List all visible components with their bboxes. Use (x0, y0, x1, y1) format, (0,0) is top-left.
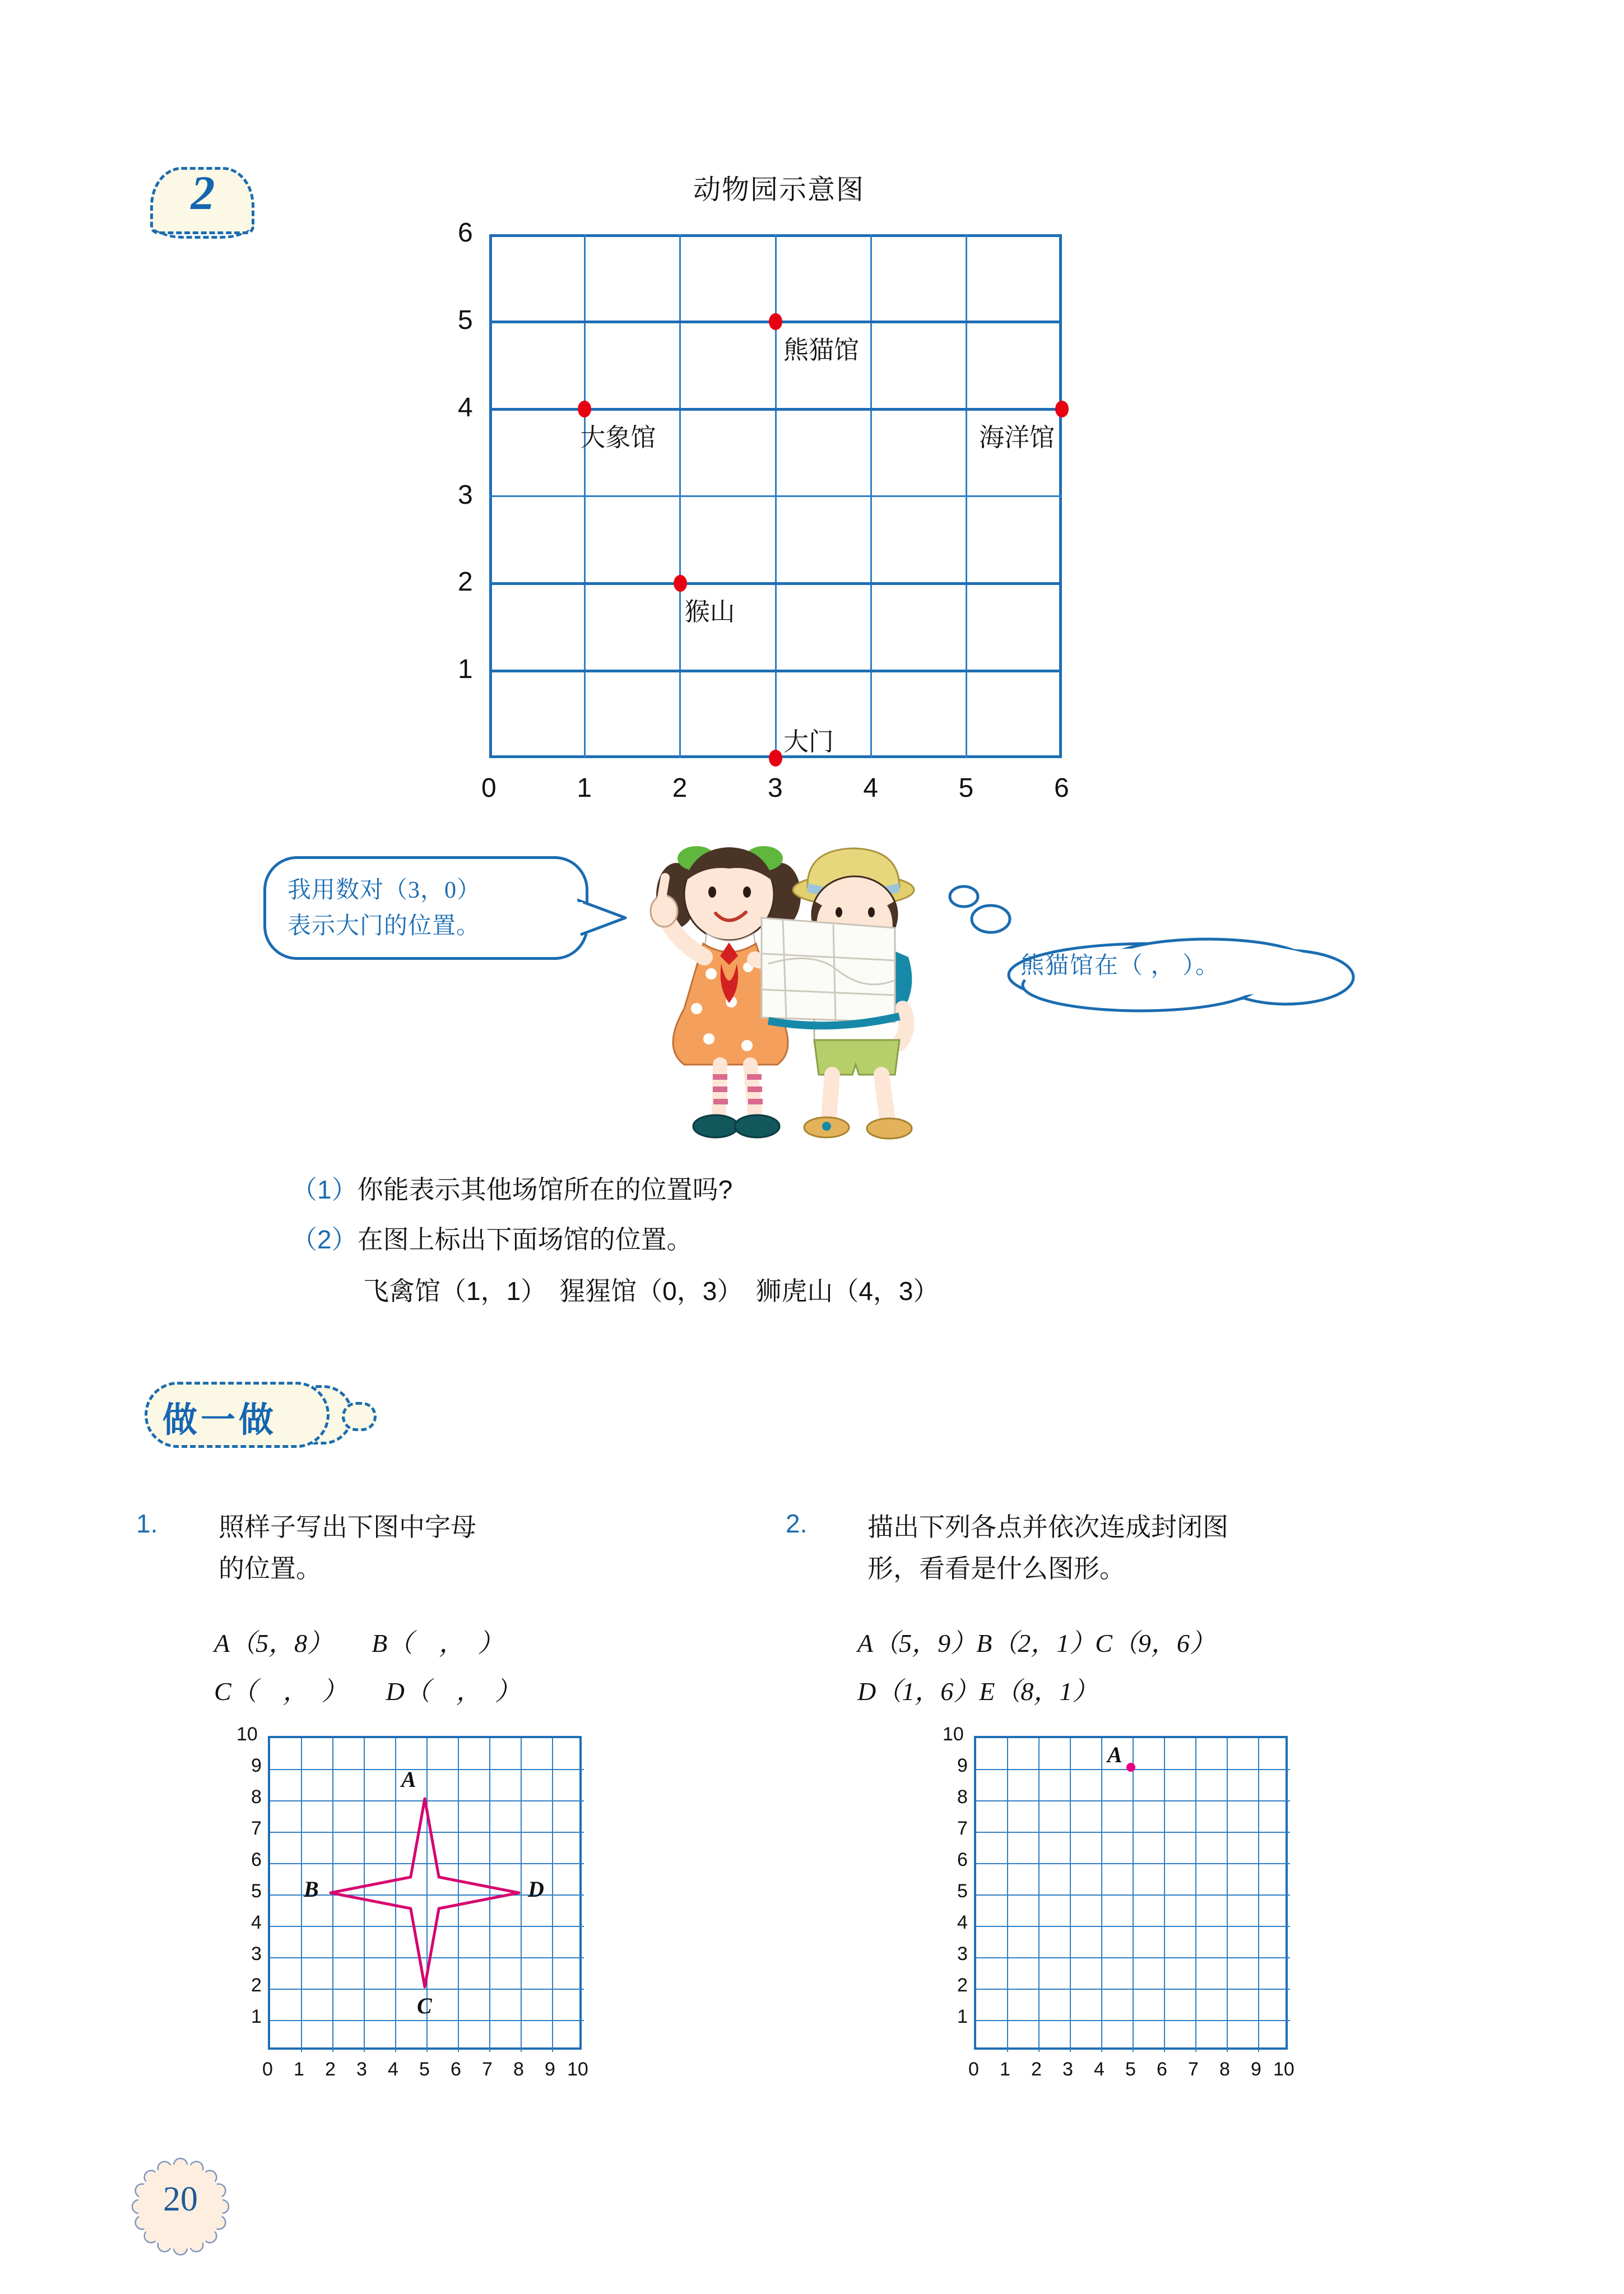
grid-x-tick-label: 8 (513, 2059, 524, 2080)
grid-point-label: A (401, 1767, 416, 1792)
exercise-2-coords-line-2: D（1，6）E（8，1） (857, 1677, 1098, 1706)
grid-y-tick-label: 3 (957, 1943, 968, 1965)
section-tag-exercises (145, 1380, 380, 1452)
grid-x-tick-label: 2 (325, 2059, 336, 2080)
grid-point-label: A (1107, 1742, 1122, 1767)
page-number-badge (124, 2151, 236, 2263)
grid-y-tick-label: 5 (957, 1880, 968, 1902)
grid-x-tick-label: 0 (262, 2059, 273, 2080)
grid-vline (1164, 1738, 1165, 2052)
page-number: 20 (163, 2180, 198, 2218)
bubble-left-line-2: 表示大门的位置。 (287, 913, 481, 939)
question-1-number: （1） (291, 1175, 358, 1204)
grid-x-tick-label: 9 (545, 2059, 555, 2080)
grid-y-tick-label: 6 (957, 1849, 968, 1870)
zoo-map-title: 动物园示意图 (693, 175, 865, 205)
exercise-1-coords-line-1: A（5，8） B（ ， ） (214, 1629, 504, 1657)
zoo-place-label: 大门 (783, 727, 834, 756)
zoo-y-tick-label: 5 (458, 305, 473, 335)
chapter-number: 2 (191, 166, 215, 220)
grid-vline (1227, 1738, 1228, 2052)
grid-x-tick-label: 9 (1251, 2059, 1261, 2080)
grid-point-label: C (417, 1993, 432, 2018)
star-polygon (331, 1799, 519, 1987)
zoo-grid-hline (489, 408, 1062, 411)
grid-x-tick-label: 0 (968, 2059, 979, 2080)
question-2-number: （2） (291, 1225, 358, 1254)
grid-x-tick-label: 3 (1062, 2059, 1073, 2080)
grid-x-tick-label: 1 (294, 2059, 304, 2080)
exercise-1-text (219, 1506, 622, 1589)
grid-hline (976, 1894, 1290, 1896)
grid-x-tick-label: 1 (1000, 2059, 1010, 2080)
grid-x-tick-label: 6 (451, 2059, 461, 2080)
zoo-place-label: 熊猫馆 (783, 335, 860, 364)
grid-y-tick-label: 7 (957, 1818, 968, 1839)
grid-point-dot (1126, 1763, 1135, 1772)
chapter-badge (147, 161, 259, 245)
zoo-map-chart (489, 234, 1062, 758)
zoo-y-tick-label: 2 (458, 567, 473, 597)
exercise-2-number: 2. (786, 1509, 808, 1538)
grid-x-tick-label: 4 (388, 2059, 398, 2080)
grid-point-label: B (304, 1877, 319, 1902)
zoo-x-tick-label: 1 (577, 773, 592, 803)
question-2-text: 在图上标出下面场馆的位置。 (357, 1225, 693, 1254)
section-tag-label: 做一做 (163, 1401, 277, 1439)
exercise-1-text-line-2: 的位置。 (219, 1554, 322, 1583)
zoo-place-label: 大象馆 (580, 422, 656, 452)
paper-map (762, 918, 895, 1022)
book-lower-edge (150, 220, 254, 239)
grid-x-tick-label: 5 (1125, 2059, 1136, 2080)
grid-x-tick-label: 6 (1157, 2059, 1167, 2080)
grid-y-tick-label: 8 (251, 1786, 262, 1808)
exercise-1-coords-line-2: C（ ， ） D（ ， ） (214, 1677, 521, 1706)
grid-point-label: D (528, 1877, 544, 1902)
grid-y-tick-label: 1 (251, 2006, 262, 2027)
question-venues-list: 飞禽馆（1，1） 猩猩馆（0，3） 狮虎山（4，3） (363, 1276, 939, 1306)
grid-x-tick-label: 7 (1188, 2059, 1199, 2080)
grid-x-tick-label: 10 (1273, 2059, 1294, 2080)
zoo-x-tick-label: 5 (958, 773, 974, 803)
grid-y-tick-label: 9 (251, 1755, 262, 1776)
exercise-2-grid (941, 1724, 1323, 2101)
zoo-place-label: 海洋馆 (979, 422, 1055, 452)
grid-y-tick-label: 10 (236, 1724, 258, 1745)
zoo-grid-hline (489, 670, 1062, 672)
grid-y-tick-label: 9 (957, 1755, 968, 1776)
grid-y-tick-label: 2 (957, 1975, 968, 1996)
grid-x-tick-label: 2 (1031, 2059, 1042, 2080)
zoo-point-dot (769, 750, 782, 767)
question-2 (291, 1219, 693, 1256)
thought-bubble-text: 熊猫馆在（ ， ）。 (1020, 953, 1221, 979)
thought-bubble-right (972, 919, 1359, 1014)
zoo-point-dot (674, 575, 687, 592)
grid-vline (1258, 1738, 1259, 2052)
grid-y-tick-label: 10 (943, 1724, 964, 1745)
grid-y-tick-label: 5 (251, 1880, 262, 1902)
exercise-2-text (867, 1506, 1389, 1589)
question-1 (291, 1169, 732, 1206)
grid-x-tick-label: 5 (419, 2059, 430, 2080)
zoo-y-tick-label: 6 (458, 218, 473, 248)
exercise-2-text-line-2: 形，看看是什么图形。 (867, 1554, 1125, 1583)
grid-y-tick-label: 1 (957, 2006, 968, 2027)
exercise-2-text-line-1: 描出下列各点并依次连成封闭图 (867, 1512, 1228, 1541)
grid-x-tick-label: 8 (1219, 2059, 1230, 2080)
zoo-x-tick-label: 0 (481, 773, 497, 803)
zoo-y-tick-label: 3 (458, 480, 473, 510)
exercise-2-coords-line-1: A（5，9）B（2，1）C（9，6） (857, 1629, 1215, 1657)
question-1-text: 你能表示其他场馆所在的位置吗? (357, 1175, 733, 1204)
zoo-grid-hline (489, 582, 1062, 585)
grid-hline (976, 1957, 1290, 1958)
zoo-place-label: 猴山 (684, 597, 735, 626)
grid-hline (976, 1989, 1290, 1990)
grid-x-tick-label: 10 (567, 2059, 588, 2080)
zoo-point-dot (1055, 401, 1069, 417)
grid-x-tick-label: 4 (1094, 2059, 1105, 2080)
bubble-left-line-1: 我用数对（3，0） (287, 877, 481, 903)
grid-y-tick-label: 2 (251, 1975, 262, 1996)
zoo-x-tick-label: 2 (672, 773, 688, 803)
thought-bubble-dots (947, 884, 1020, 940)
grid-y-tick-label: 7 (251, 1818, 262, 1839)
speech-bubble-left (263, 856, 588, 960)
exercise-2-grid-box (974, 1736, 1288, 2050)
grid-hline (976, 2020, 1290, 2021)
grid-x-tick-label: 7 (482, 2059, 493, 2080)
exercise-1-text-line-1: 照样子写出下图中字母 (219, 1512, 476, 1541)
zoo-x-tick-label: 4 (863, 773, 879, 803)
speech-bubble-left-text (287, 872, 579, 944)
zoo-point-dot (578, 401, 591, 417)
grid-y-tick-label: 4 (251, 1912, 262, 1933)
grid-y-tick-label: 6 (251, 1849, 262, 1870)
zoo-y-tick-label: 1 (458, 654, 473, 685)
zoo-y-tick-label: 4 (458, 392, 473, 422)
exercise-1-number: 1. (136, 1509, 158, 1538)
zoo-x-tick-label: 3 (768, 773, 783, 803)
grid-y-tick-label: 4 (957, 1912, 968, 1933)
zoo-x-tick-label: 6 (1054, 773, 1069, 803)
grid-x-tick-label: 3 (356, 2059, 367, 2080)
exercise-1-grid (235, 1724, 616, 2101)
zoo-point-dot (769, 313, 782, 330)
grid-vline (1195, 1738, 1196, 2052)
grid-hline (976, 1926, 1290, 1927)
speech-bubble-left-tail (577, 897, 628, 938)
grid-y-tick-label: 3 (251, 1943, 262, 1965)
zoo-grid-hline (489, 495, 1062, 497)
grid-y-tick-label: 8 (957, 1786, 968, 1808)
children-with-map-illustration (636, 824, 922, 1171)
